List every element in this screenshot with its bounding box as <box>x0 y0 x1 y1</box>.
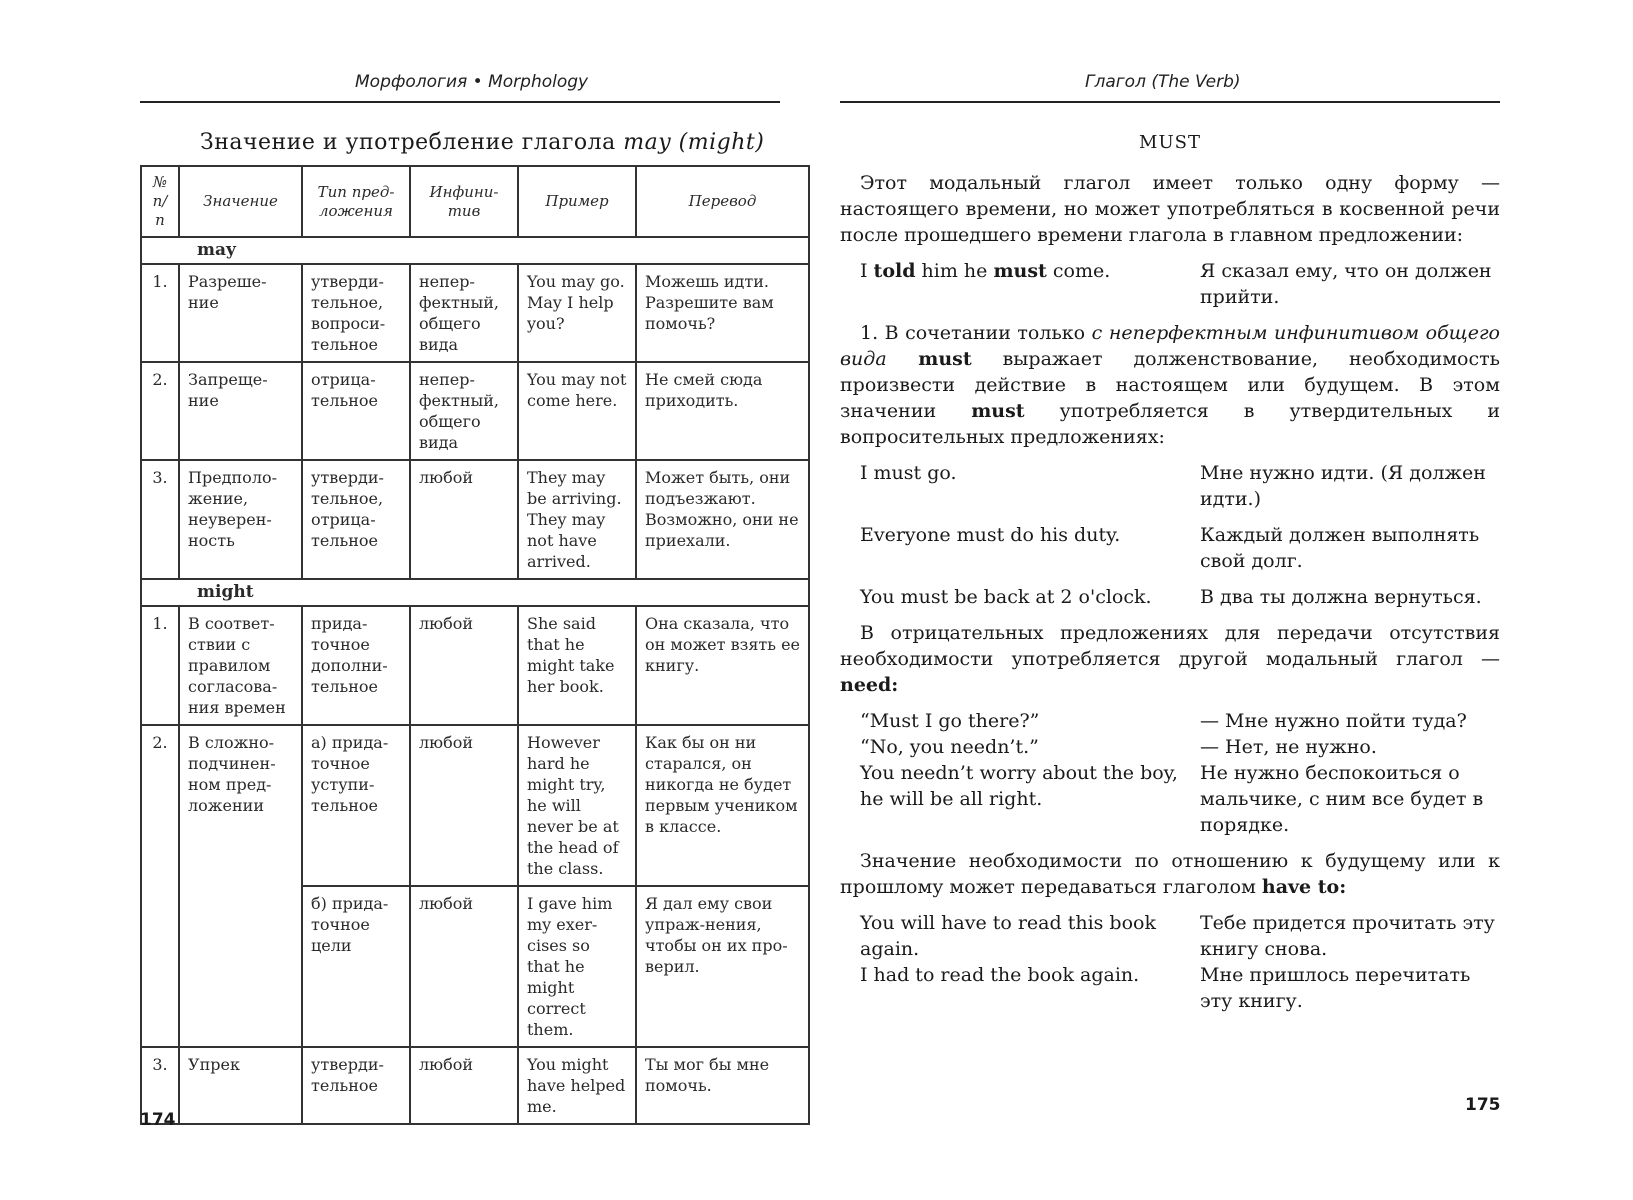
section-row-may <box>141 237 809 264</box>
row-example: You may not come here. <box>518 362 636 460</box>
col-header-example: Пример <box>518 166 636 237</box>
col-header-meaning: Значение <box>179 166 302 237</box>
right-page <box>840 0 1633 1200</box>
row-type: а) прида-точное уступи-тельное <box>302 725 410 886</box>
row-meaning: Предполо-жение, неуверен-ность <box>179 460 302 579</box>
example-russian: — Нет, не нужно. <box>1200 736 1377 758</box>
section-row-might <box>141 579 809 606</box>
col-header-infinitive: Инфини-тив <box>410 166 518 237</box>
col-header-number: № п/п <box>141 166 179 237</box>
example-pair <box>860 962 1500 1014</box>
row-translation: Может быть, они подъезжают. Возможно, они не приехали. <box>636 460 809 579</box>
table-row <box>141 1047 809 1124</box>
dialogue-examples <box>840 708 1500 838</box>
row-example: You may go. May I help you? <box>518 264 636 362</box>
example-english: I must go. <box>860 462 957 484</box>
running-head-left: Морфология • Morphology <box>355 72 589 92</box>
row-translation: Ты мог бы мне помочь. <box>636 1047 809 1124</box>
row-number: 2. <box>141 725 179 1047</box>
example-english <box>860 258 1200 310</box>
row-infinitive: непер-фектный, общего вида <box>410 362 518 460</box>
running-head-right: Глагол (The Verb) <box>1085 72 1241 92</box>
example-pair <box>860 258 1500 310</box>
row-infinitive: любой <box>410 1047 518 1124</box>
example-english: Everyone must do his duty. <box>860 524 1121 546</box>
header-rule-left <box>140 101 780 103</box>
text-fragment: I <box>860 260 874 282</box>
example-english: You must be back at 2 o'clock. <box>860 586 1152 608</box>
table-title-verb: may (might) <box>623 130 765 155</box>
row-translation: Не смей сюда приходить. <box>636 362 809 460</box>
table-row <box>141 362 809 460</box>
have-to-examples <box>840 910 1500 1014</box>
table-row <box>141 725 809 886</box>
row-type: б) прида-точное цели <box>302 886 410 1047</box>
bold-fragment: must <box>993 260 1047 282</box>
row-infinitive: непер-фектный, общего вида <box>410 264 518 362</box>
example-russian: В два ты должна вернуться. <box>1200 586 1482 608</box>
rule-paragraph-2 <box>840 620 1500 698</box>
example-pair <box>860 708 1500 734</box>
example-pair <box>860 734 1500 760</box>
row-number: 1. <box>141 606 179 725</box>
bold-fragment: told <box>873 260 916 282</box>
row-infinitive: любой <box>410 606 518 725</box>
row-number: 3. <box>141 1047 179 1124</box>
example-russian: Я сказал ему, что он должен прийти. <box>1200 260 1492 308</box>
text-fragment: 1. В сочетании только <box>860 322 1092 344</box>
table-row <box>141 264 809 362</box>
page-number-right: 175 <box>1465 1095 1501 1115</box>
row-example: However hard he might try, he will never be at the head of the class. <box>518 725 636 886</box>
section-label-may: may <box>141 237 809 264</box>
row-number: 1. <box>141 264 179 362</box>
col-header-type: Тип пред-ложения <box>302 166 410 237</box>
example-pair <box>860 522 1500 574</box>
example-pair <box>860 760 1500 838</box>
table-row <box>141 460 809 579</box>
row-infinitive: любой <box>410 460 518 579</box>
row-example: They may be arriving. They may not have arrived. <box>518 460 636 579</box>
row-meaning: Упрек <box>179 1047 302 1124</box>
text-fragment: him he <box>915 260 994 282</box>
example-english: I had to read the book again. <box>860 964 1140 986</box>
table-title <box>200 130 764 155</box>
example-pair <box>860 460 1500 512</box>
bold-fragment: have to: <box>1261 876 1347 898</box>
text-fragment: Значение необходимости по отношению к будущему или к прошлому может передаваться глаголом <box>840 850 1500 898</box>
row-meaning: Запреще-ние <box>179 362 302 460</box>
row-number: 2. <box>141 362 179 460</box>
example-russian: Мне нужно идти. (Я должен идти.) <box>1200 462 1486 510</box>
example-english: You needn’t worry about the boy, he will be all right. <box>860 762 1178 810</box>
row-example: You might have helped me. <box>518 1047 636 1124</box>
section-label-might: might <box>141 579 809 606</box>
example-pair <box>860 910 1500 962</box>
row-type: утверди-тельное <box>302 1047 410 1124</box>
example-english: You will have to read this book again. <box>860 912 1156 960</box>
italic-fragment: с неперфектным инфинитивом общего вида <box>840 322 1500 370</box>
row-meaning: В соответ-ствии с правилом согласова-ния времен <box>179 606 302 725</box>
row-meaning: В сложно-подчинен-ном пред-ложении <box>179 725 302 1047</box>
table-title-prefix: Значение и употребление глагола <box>200 130 616 155</box>
row-type: отрица-тельное <box>302 362 410 460</box>
row-translation: Я дал ему свои упраж-нения, чтобы он их про-верил. <box>636 886 809 1047</box>
example-russian: Каждый должен выполнять свой долг. <box>1200 524 1480 572</box>
row-infinitive: любой <box>410 725 518 886</box>
example-pair <box>860 584 1500 610</box>
row-translation: Она сказала, что он может взять ее книгу. <box>636 606 809 725</box>
must-section <box>840 130 1500 1024</box>
table-row <box>141 606 809 725</box>
example-russian: Тебе придется прочитать эту книгу снова. <box>1200 912 1495 960</box>
col-header-translation: Перевод <box>636 166 809 237</box>
bold-fragment: must <box>971 400 1025 422</box>
row-type: утверди-тельное, вопроси-тельное <box>302 264 410 362</box>
text-fragment: употребляется в утвердительных и вопросительных предложениях: <box>840 400 1500 448</box>
row-number: 3. <box>141 460 179 579</box>
example-english: “No, you needn’t.” <box>860 736 1039 758</box>
modal-table <box>140 165 810 1125</box>
row-example: She said that he might take her book. <box>518 606 636 725</box>
rule-paragraph-3 <box>840 848 1500 900</box>
rule-paragraph-1 <box>840 320 1500 450</box>
header-rule-right <box>840 101 1500 103</box>
section-heading: MUST <box>1139 132 1201 153</box>
text-fragment: В отрицательных предложениях для передачи отсутствия необходимости употребляется другой модальный глагол — <box>840 622 1500 670</box>
example-russian: Не нужно беспокоиться о мальчике, с ним все будет в порядке. <box>1200 762 1484 836</box>
row-type: утверди-тельное, отрица-тельное <box>302 460 410 579</box>
page-number-left: 174 <box>140 1110 176 1130</box>
bold-fragment: need: <box>840 674 899 696</box>
row-meaning: Разреше-ние <box>179 264 302 362</box>
table-header-row <box>141 166 809 237</box>
row-translation: Можешь идти. Разрешите вам помочь? <box>636 264 809 362</box>
bold-fragment: must <box>886 348 972 370</box>
row-translation: Как бы он ни старался, он никогда не будет первым учеником в классе. <box>636 725 809 886</box>
text-fragment: выражает долженствование, необходимость произвести действие в настоящем или будущем. В этом значении <box>840 348 1500 422</box>
row-example: I gave him my exer-cises so that he might correct them. <box>518 886 636 1047</box>
intro-paragraph: Этот модальный глагол имеет только одну форму — настоящего времени, но может употребляться в косвенной речи после прошедшего времени глагола в главном предложении: <box>840 172 1500 246</box>
example-english: “Must I go there?” <box>860 710 1040 732</box>
text-fragment: come. <box>1046 260 1111 282</box>
row-infinitive: любой <box>410 886 518 1047</box>
row-type: прида-точное дополни-тельное <box>302 606 410 725</box>
example-russian: Мне пришлось перечитать эту книгу. <box>1200 964 1471 1012</box>
example-russian: — Мне нужно пойти туда? <box>1200 710 1467 732</box>
